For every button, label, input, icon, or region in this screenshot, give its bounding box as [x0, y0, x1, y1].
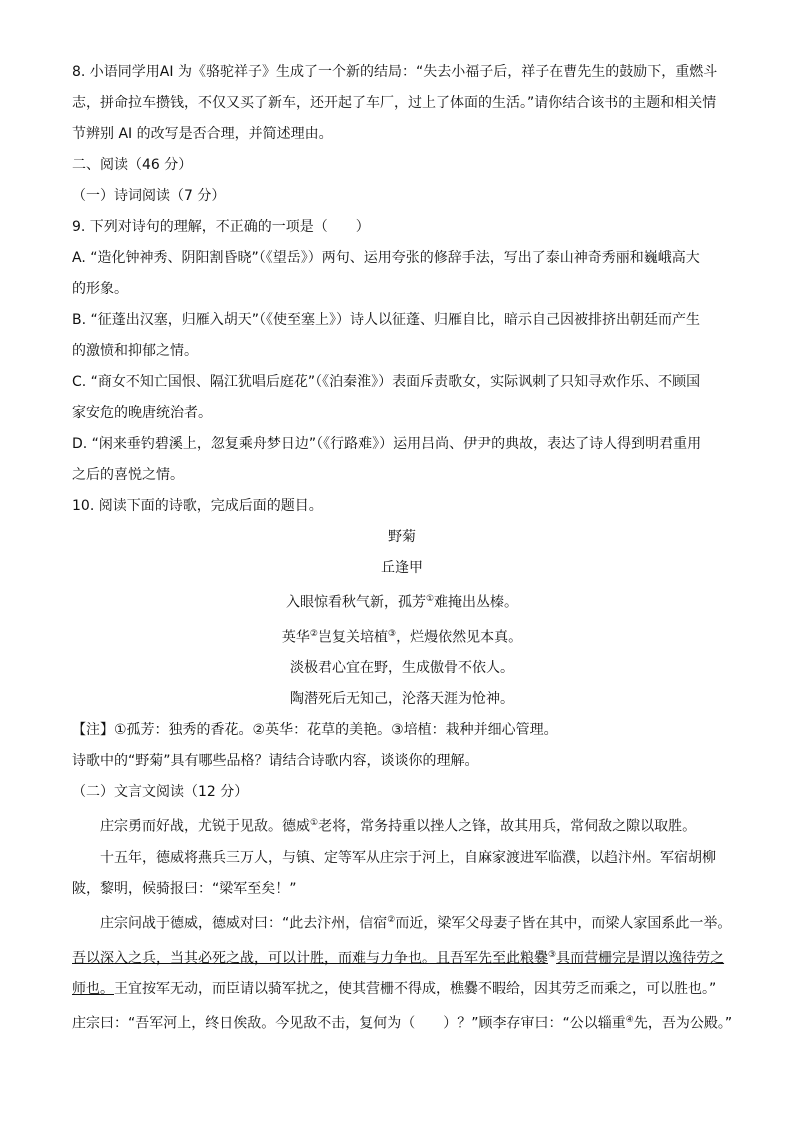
passage-paragraph-2-line-2: 陂，黎明，候骑报曰：“梁军至矣！”	[72, 880, 297, 897]
passage-note-mark-2: ②	[387, 914, 396, 925]
question-10-prompt: 诗歌中的“野菊”具有哪些品格？请结合诗歌内容，谈谈你的理解。	[72, 753, 479, 770]
poem-line-1-part-2: 难掩出丛榛。	[434, 594, 519, 611]
question-8-line-2: 志，拼命拉车攒钱，不仅又买了新车，还开起了车厂，过上了体面的生活。”请你结合该书的主题和相关情	[72, 95, 717, 111]
poem-line-3: 淡极君心宜在野，生成傲骨不依人。	[290, 660, 514, 677]
option-d-line-1: D. “闲来垂钓碧溪上，忽复乘舟梦日边”（《行路难》）运用吕尚、伊尹的典故，表达了诗人得到明君重用	[72, 436, 702, 452]
passage-note-mark-1: ①	[310, 818, 319, 829]
paragraph-3-part-2: 而近，梁军父母妻子皆在其中，而梁人家国系此一举。	[395, 915, 732, 932]
underlined-sentence-part-1: 吾以深入之兵，当其必死之战，可以计胜，而难与力争也。且吾军先至此粮爨	[72, 950, 548, 967]
note-mark-2: ②	[309, 628, 318, 639]
option-c-line-2: 家安危的晚唐统治者。	[72, 405, 212, 421]
poem-title: 野菊	[388, 529, 416, 545]
subsection-heading-poetry: （一）诗词阅读（7 分）	[72, 188, 226, 204]
poem-notes: 【注】①孤芳：独秀的香花。②英华：花草的美艳。③培植：栽种并细心管理。	[72, 722, 558, 739]
poem-author: 丘逢甲	[381, 560, 423, 576]
document-page	[72, 62, 732, 1045]
question-8-line-1: 8. 小语同学用AI 为《骆驼祥子》生成了一个新的结局：“失去小福子后，祥子在曹先生的鼓励下，重燃斗	[72, 64, 718, 80]
option-c-line-1: C. “商女不知亡国恨、隔江犹唱后庭花”（《泊秦淮》）表面斥责歌女，实际讽刺了只知寻欢作乐、不顾国	[72, 374, 701, 390]
option-a-line-1: A. “造化钟神秀、阴阳割昏晓”（《望岳》）两句、运用夸张的修辞手法，写出了泰山神奇秀丽和巍峨高大	[72, 250, 700, 266]
underlined-sentence-part-3: 师也。	[72, 981, 114, 998]
paragraph-3-part-5: 先，吾为公殿。”	[633, 1015, 733, 1032]
paragraph-3-part-1: 庄宗问战于德威，德威对曰：“此去汴州，信宿	[100, 915, 388, 932]
passage-paragraph-3-line-2	[72, 945, 732, 969]
question-10-stem: 10. 阅读下面的诗歌，完成后面的题目。	[72, 498, 323, 514]
poem-line-2-part-3: ，烂熳依然见本真。	[396, 629, 523, 646]
note-mark-1: ①	[425, 594, 435, 604]
subsection-heading-classical: （二）文言文阅读（12 分）	[72, 784, 249, 801]
passage-paragraph-3-line-4	[72, 1010, 732, 1034]
option-b-line-2: 的激愤和抑郁之情。	[72, 343, 198, 359]
question-8-line-3: 节辨别 AI 的改写是否合理，并简述理由。	[72, 126, 333, 142]
poem-line-2	[72, 624, 732, 648]
option-a-line-2: 的形象。	[72, 281, 128, 297]
passage-paragraph-1	[72, 813, 732, 837]
passage-paragraph-3-line-3	[72, 979, 732, 999]
paragraph-3-part-3: 王宜按军无动，而臣请以骑军扰之，使其营栅不得成，樵爨不暇给，因其劳乏而乘之，可以胜也。”	[114, 981, 717, 998]
question-9-stem: 9. 下列对诗句的理解，不正确的一项是（ ）	[72, 219, 370, 235]
option-b-line-1: B. “征蓬出汉塞，归雁入胡天”（《使至塞上》）诗人以征蓬、归雁自比，暗示自己因被排挤出朝廷而产生	[72, 312, 701, 328]
section-heading-reading: 二、阅读（46 分）	[72, 157, 193, 173]
passage-note-mark-4: ④	[625, 1015, 634, 1026]
passage-paragraph-2-line-1: 十五年，德威将燕兵三万人，与镇、定等军从庄宗于河上，自麻家渡进军临濮，以趋汴州。军宿胡柳	[100, 849, 716, 866]
option-d-line-2: 之后的喜悦之情。	[72, 467, 184, 483]
paragraph-1-part-2: 老将，常务持重以挫人之锋，故其用兵，常伺敌之隙以取胜。	[318, 818, 697, 835]
poem-line-2-part-2: 岂复关培植	[318, 629, 388, 646]
passage-note-mark-3: ③	[548, 949, 557, 960]
paragraph-1-part-1: 庄宗勇而好战，尤锐于见敌。德威	[100, 818, 310, 835]
paragraph-3-part-4: 庄宗曰：“吾军河上，终日俟敌。今见敌不击，复何为（ ）？”顾李存审曰：“公以辎重	[72, 1015, 626, 1032]
passage-paragraph-3-line-1	[72, 910, 732, 934]
underlined-sentence-part-2: 具而营栅完是谓以逸待劳之	[556, 950, 725, 967]
note-mark-3: ③	[388, 628, 397, 639]
poem-line-1-part-1: 入眼惊看秋气新，孤芳	[285, 594, 426, 611]
poem-line-4: 陶潜死后无知己，沦落天涯为怆神。	[290, 691, 514, 708]
poem-line-1	[72, 589, 732, 613]
poem-line-2-part-1: 英华	[281, 629, 310, 646]
